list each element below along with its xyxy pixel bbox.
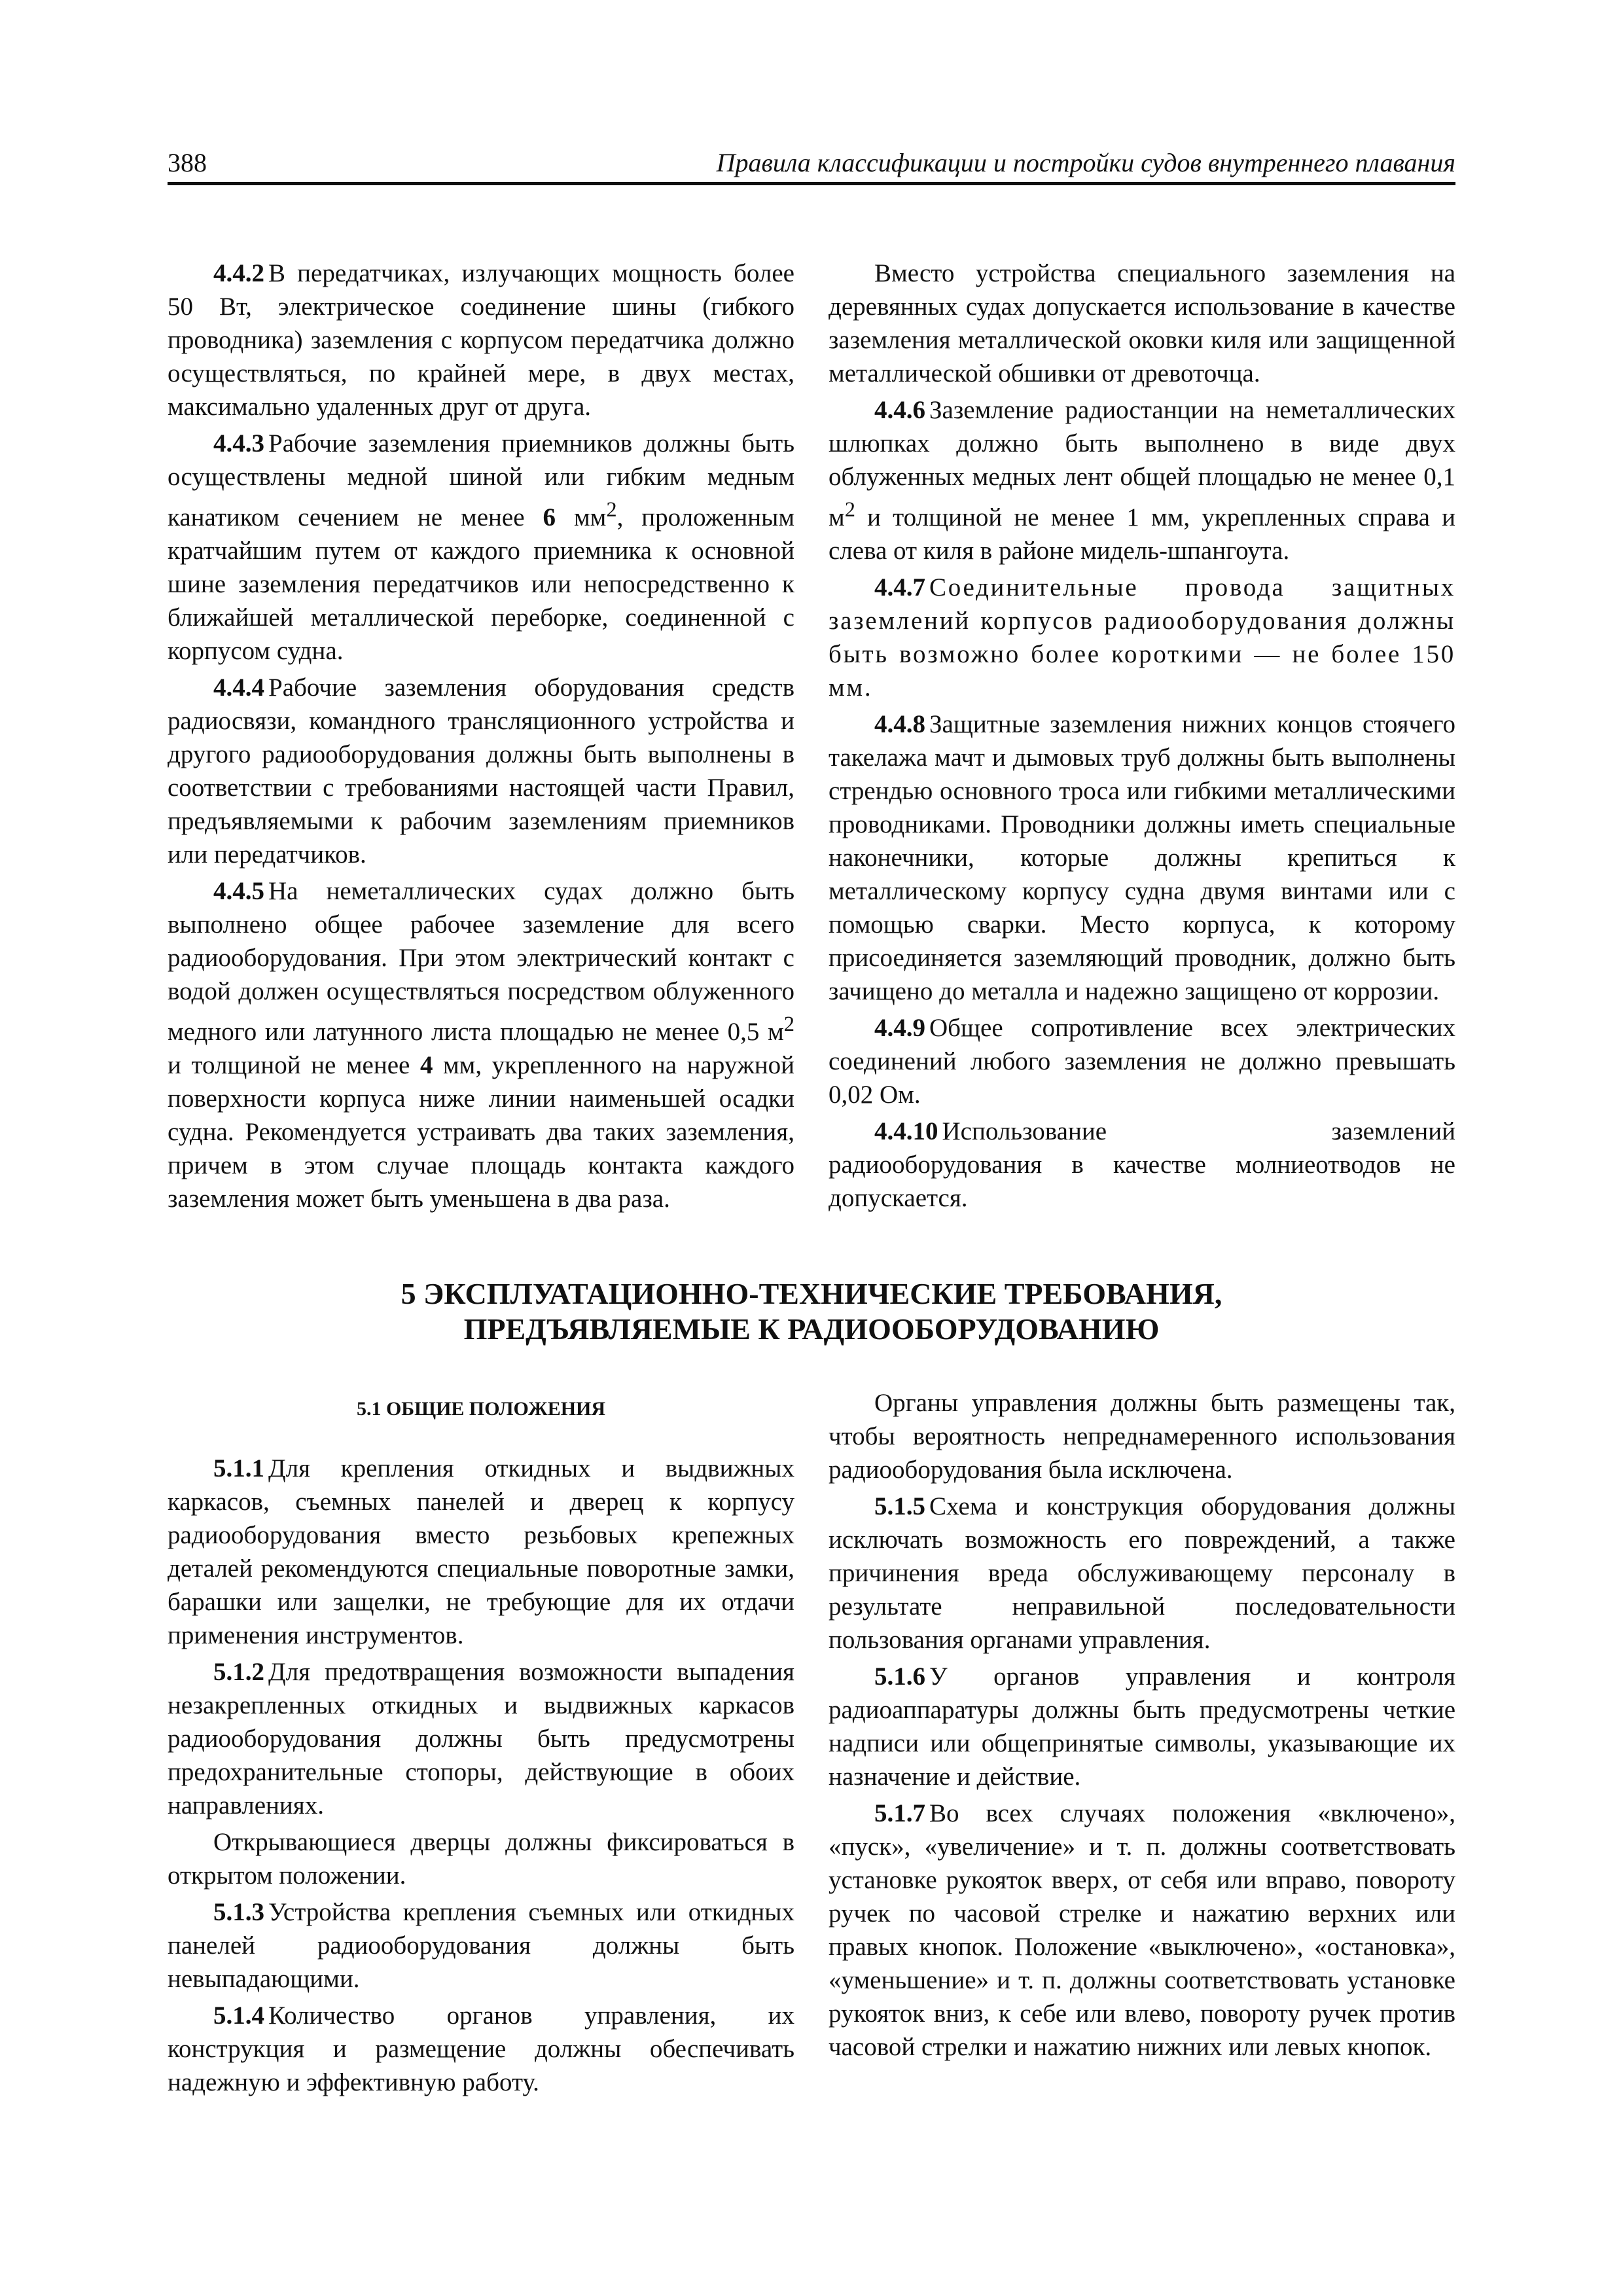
paragraph-4-4-10 xyxy=(829,1115,1455,1215)
paragraph-text-cont: и толщиной не менее xyxy=(168,1051,410,1079)
clause-number: 4.4.6 xyxy=(874,396,925,424)
upper-left-column xyxy=(168,257,794,1215)
paragraph-text: Схема и конструкция оборудования должны исключать возможность его повреждений, а также причинения вреда обслуживающему персоналу в результате неправильной последовательности пользования органами управления. xyxy=(829,1492,1455,1654)
clause-number: 4.4.10 xyxy=(874,1117,938,1145)
section-title-line-1: 5 ЭКСПЛУАТАЦИОННО-ТЕХНИЧЕСКИЕ ТРЕБОВАНИЯ, xyxy=(401,1277,1222,1310)
paragraph-text: Количество органов управления, их конструкция и размещение должны обеспечивать надежную и эффективную работу. xyxy=(168,2001,794,2096)
paragraph-text: В передатчиках, излучающих мощность более 50 Вт, электрическое соединение шины (гибкого проводника) заземления с корпусом передатчика должно осуществляться, по крайней мере, в двух местах, максимально удаленных друг от друга. xyxy=(168,259,794,421)
paragraph-4-4-9 xyxy=(829,1011,1455,1111)
paragraph-text: Рабочие заземления оборудования средств радиосвязи, командного трансляционного устройства и другого радиооборудования должны быть выполнены в соответствии с требованиями настоящей части Правил, предъявляемыми к рабочим заземлениям приемников или передатчиков. xyxy=(168,673,794,869)
clause-number: 4.4.9 xyxy=(874,1014,925,1042)
paragraph-doors xyxy=(168,1825,794,1892)
section-5-title xyxy=(168,1276,1455,1347)
paragraph-5-1-3 xyxy=(168,1895,794,1996)
paragraph-5-1-6 xyxy=(829,1660,1455,1793)
superscript: 2 xyxy=(783,1013,794,1036)
paragraph-4-4-3 xyxy=(168,427,794,668)
paragraph-text: Вместо устройства специального заземления на деревянных судах допускается использование в качестве заземления металлической оковки киля или защищенной металлической обшивки от древоточца. xyxy=(829,259,1455,387)
paragraph-5-1-5 xyxy=(829,1490,1455,1657)
paragraph-text: У органов управления и контроля радиоаппаратуры должны быть предусмотрены четкие надписи или общепринятые символы, указывающие их назначение и действие. xyxy=(829,1662,1455,1791)
page-number: 388 xyxy=(168,148,207,177)
paragraph-4-4-2 xyxy=(168,257,794,423)
clause-number: 5.1.6 xyxy=(874,1662,925,1691)
paragraph-text: Для предотвращения возможности выпадения незакрепленных откидных и выдвижных каркасов радиооборудования должны быть предусмотрены предохранительные стопоры, действующие в обоих направлениях. xyxy=(168,1658,794,1820)
section-title-line-2: ПРЕДЪЯВЛЯЕМЫЕ К РАДИООБОРУДОВАНИЮ xyxy=(463,1312,1160,1346)
clause-number: 4.4.4 xyxy=(213,673,264,702)
paragraph-text: Общее сопротивление всех электрических соединений любого заземления не должно превышать 0,02 Ом. xyxy=(829,1014,1455,1109)
clause-number: 4.4.5 xyxy=(213,877,264,905)
paragraph-5-1-4 xyxy=(168,1999,794,2099)
paragraph-5-1-1 xyxy=(168,1452,794,1652)
paragraph-5-1-2 xyxy=(168,1655,794,1822)
clause-number: 4.4.8 xyxy=(874,710,925,738)
paragraph-text: Заземление радиостанции на неметаллических шлюпках должно быть выполнено в виде двух облуженных медных лент общей площадью не менее 0,1 м xyxy=(829,396,1455,531)
bold-value: 6 xyxy=(543,503,556,531)
paragraph-text: Соединительные провода защитных заземлений корпусов радиооборудования должны быть возможно более короткими — не более 150 мм. xyxy=(829,573,1455,702)
paragraph-4-4-5 xyxy=(168,874,794,1215)
unit: мм xyxy=(573,503,607,531)
paragraph-text: Органы управления должны быть размещены так, чтобы вероятность непреднамеренного использования радиооборудования была исключена. xyxy=(829,1389,1455,1484)
clause-number: 5.1.4 xyxy=(213,2001,264,2030)
paragraph-text: Открывающиеся дверцы должны фиксироваться в открытом положении. xyxy=(168,1828,794,1890)
clause-number: 4.4.2 xyxy=(213,259,264,287)
bold-value: 4 xyxy=(419,1051,433,1079)
paragraph-text: Использование заземлений радиооборудования в качестве молниеотводов не допускается. xyxy=(829,1117,1455,1212)
paragraph-text: На неметаллических судах должно быть выполнено общее рабочее заземление для всего радиооборудования. При этом электрический контакт с водой должен осуществляться посредством облуженного медного или латунного листа площадью не менее 0,5 м xyxy=(168,877,794,1046)
lower-left-column xyxy=(168,1452,794,2099)
paragraph-4-4-4 xyxy=(168,671,794,871)
paragraph-5-1-7 xyxy=(829,1797,1455,2064)
paragraph-4-4-7 xyxy=(829,571,1455,704)
clause-number: 5.1.2 xyxy=(213,1658,264,1686)
paragraph-text: Для крепления откидных и выдвижных каркасов, съемных панелей и дверец к корпусу радиооборудования вместо резьбовых крепежных деталей рекомендуются специальные поворотные замки, барашки или защелки, не требующие для их отдачи применения инструментов. xyxy=(168,1454,794,1649)
subsection-5-1-title: 5.1 ОБЩИЕ ПОЛОЖЕНИЯ xyxy=(356,1398,606,1420)
clause-number: 5.1.3 xyxy=(213,1898,264,1926)
clause-number: 4.4.3 xyxy=(213,429,264,457)
paragraph-wooden-vessels xyxy=(829,257,1455,390)
superscript: 2 xyxy=(844,498,855,522)
paragraph-4-4-8 xyxy=(829,708,1455,1008)
upper-right-column xyxy=(829,257,1455,1215)
paragraph-text: Рабочие заземления приемников должны быть осуществлены медной шиной или гибким медным канатиком сечением не менее xyxy=(168,429,794,531)
paragraph-4-4-6 xyxy=(829,393,1455,567)
paragraph-controls-placement xyxy=(829,1386,1455,1486)
clause-number: 5.1.1 xyxy=(213,1454,264,1482)
superscript: 2 xyxy=(606,498,617,522)
running-title: Правила классификации и постройки судов внутреннего плавания xyxy=(716,148,1455,177)
clause-number: 4.4.7 xyxy=(874,573,925,601)
page-header xyxy=(168,145,1455,185)
paragraph-text-end: мм, укрепленного на наружной поверхности корпуса ниже линии наименьшей осадки судна. Рекомендуется устраивать два таких заземления, причем в этом случае площадь контакта каждого заземления может быть уменьшена в два раза. xyxy=(168,1051,795,1213)
paragraph-text: Устройства крепления съемных или откидных панелей радиооборудования должны быть невыпадающими. xyxy=(168,1898,794,1993)
paragraph-text-cont: и толщиной не менее 1 мм, укрепленных справа и слева от киля в районе мидель-шпангоута. xyxy=(829,503,1455,565)
clause-number: 5.1.7 xyxy=(874,1799,925,1827)
paragraph-text: Защитные заземления нижних концов стоячего такелажа мачт и дымовых труб должны быть выполнены стрендью основного троса или гибкими металлическими проводниками. Проводники должны иметь специальные наконечники, которые должны крепиться к металлическому корпусу судна двумя винтами или с помощью сварки. Место корпуса, к которому присоединяется заземляющий проводник, должно быть зачищено до металла и надежно защищено от коррозии. xyxy=(829,710,1455,1005)
paragraph-text-cont: , проложенным кратчайшим путем от каждого приемника к основной шине заземления передатчиков или непосредственно к ближайшей металлической переборке, соединенной с корпусом судна. xyxy=(168,503,794,665)
lower-right-column xyxy=(829,1386,1455,2064)
paragraph-text: Во всех случаях положения «включено», «пуск», «увеличение» и т. п. должны соответствовать установке рукояток вверх, от себя или вправо, повороту ручек по часовой стрелке и нажатию верхних или правых кнопок. Положение «выключено», «остановка», «уменьшение» и т. п. должны соответствовать установке рукояток вниз, к себе или влево, повороту ручек против часовой стрелки и нажатию нижних или левых кнопок. xyxy=(829,1799,1455,2061)
clause-number: 5.1.5 xyxy=(874,1492,925,1520)
